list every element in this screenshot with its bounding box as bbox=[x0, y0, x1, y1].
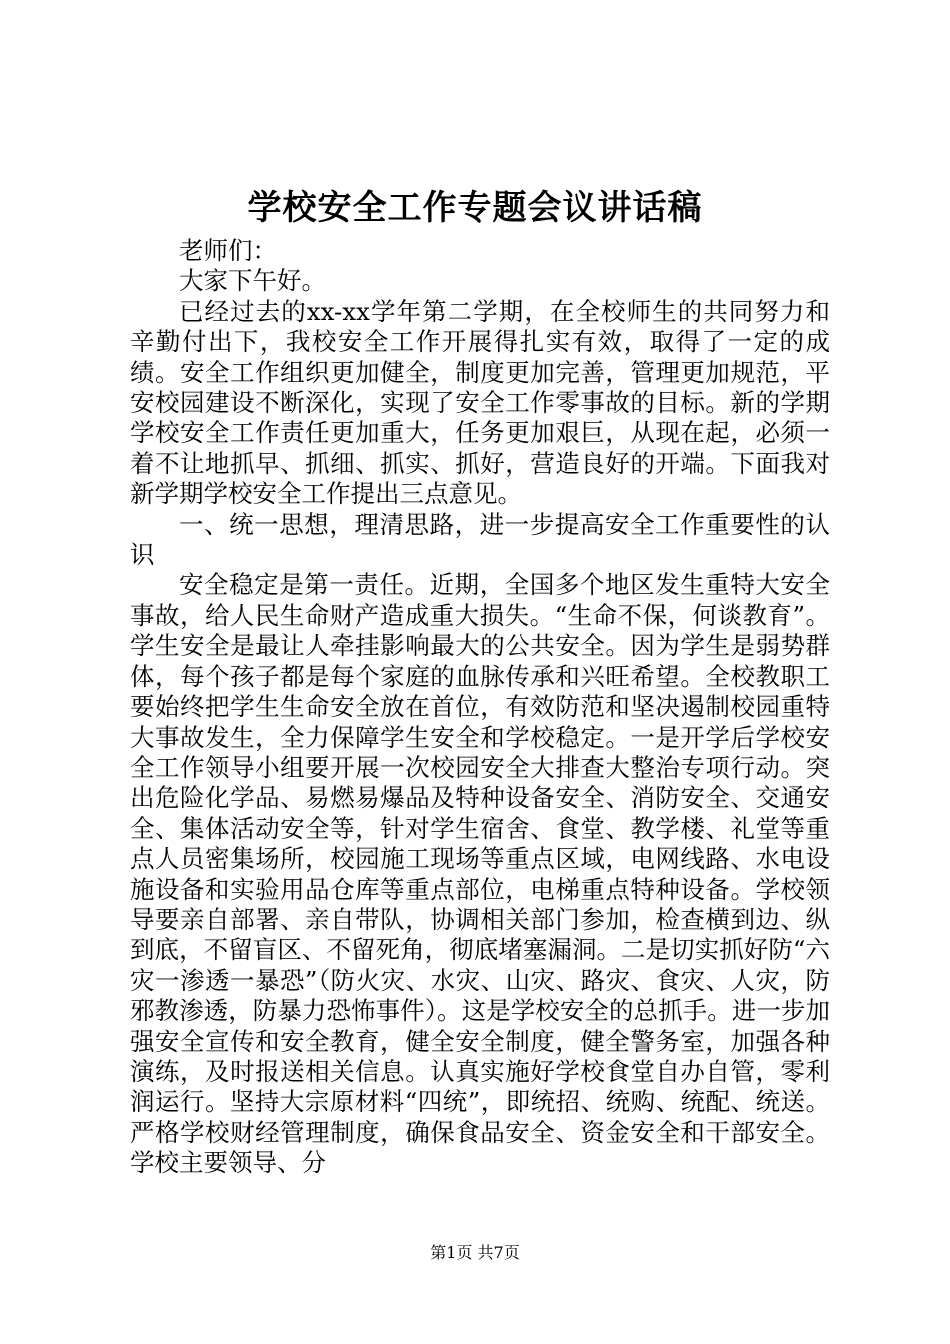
paragraph-section-1: 安全稳定是第一责任。近期，全国多个地区发生重特大安全事故，给人民生命财产造成重大损失。“生命不保，何谈教育”。学生安全是最让人牵挂影响最大的公共安全。因为学生是弱势群体，每个孩子都是每个家庭的血脉传承和兴旺希望。全校教职工要始终把学生生命安全放在首位，有效防范和坚决遏制校园重特大事故发生，全力保障学生安全和学校稳定。一是开学后学校安全工作领导小组要开展一次校园安全大排查大整治专项行动。突出危险化学品、易燃易爆品及特种设备安全、消防安全、交通安全、集体活动安全等，针对学生宿舍、食堂、教学楼、礼堂等重点人员密集场所，校园施工现场等重点区域，电网线路、水电设施设备和实验用品仓库等重点部位，电梯重点特种设备。学校领导要亲自部署、亲自带队，协调相关部门参加，检查横到边、纵到底，不留盲区、不留死角，彻底堵塞漏洞。二是切实抓好防“六灾一渗透一暴恐”（防火灾、水灾、山灾、路灾、食灾、人灾，防邪教渗透，防暴力恐怖事件）。这是学校安全的总抓手。进一步加强安全宣传和安全教育，健全安全制度，健全警务室，加强各种演练，及时报送相关信息。认真实施好学校食堂自办自管，零利润运行。坚持大宗原材料“四统”，即统招、统购、统配、统送。严格学校财经管理制度，确保食品安全、资金安全和干部安全。学校主要领导、分 bbox=[130, 570, 830, 1178]
document-title: 学校安全工作专题会议讲话稿 bbox=[247, 188, 703, 228]
salutation: 老师们： bbox=[179, 236, 277, 265]
paragraph-intro: 已经过去的xx-xx学年第二学期，在全校师生的共同努力和辛勤付出下，我校安全工作开展得扎实有效，取得了一定的成绩。安全工作组织更加健全，制度更加完善，管理更加规范，平安校园建设不断深化，实现了安全工作零事故的目标。新的学期学校安全工作责任更加重大，任务更加艰巨，从现在起，必须一着不让地抓早、抓细、抓实、抓好，营造良好的开端。下面我对新学期学校安全工作提出三点意见。 bbox=[130, 296, 830, 509]
page-number-footer: 第1页 共7页 bbox=[430, 1243, 520, 1262]
section-heading-1: 一、统一思想，理清思路，进一步提高安全工作重要性的认识 bbox=[130, 509, 830, 570]
greeting: 大家下午好。 bbox=[179, 266, 326, 296]
document-body bbox=[130, 236, 830, 1179]
